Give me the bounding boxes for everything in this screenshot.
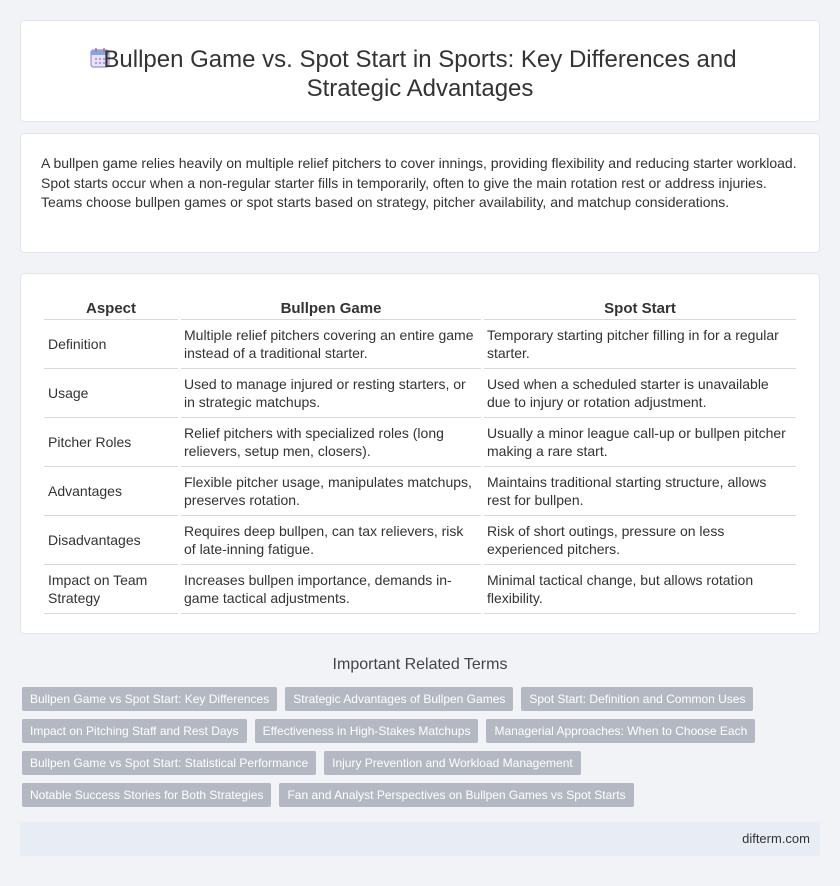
bullpen-cell: Multiple relief pitchers covering an entire game instead of a traditional starter. <box>181 320 481 369</box>
page-title: Bullpen Game vs. Spot Start in Sports: Key Differences and Strategic Advantages <box>103 46 737 102</box>
spot-cell: Risk of short outings, pressure on less experienced pitchers. <box>484 516 796 565</box>
related-term-link[interactable]: Fan and Analyst Perspectives on Bullpen Games vs Spot Starts <box>279 783 633 807</box>
table-row <box>44 418 796 467</box>
aspect-cell: Disadvantages <box>44 516 178 565</box>
comparison-table-card <box>20 273 820 634</box>
related-term-link[interactable]: Spot Start: Definition and Common Uses <box>521 687 753 711</box>
tag-row <box>22 687 782 711</box>
table-row <box>44 369 796 418</box>
spot-cell: Used when a scheduled starter is unavailable due to injury or rotation adjustment. <box>484 369 796 418</box>
table-row <box>44 565 796 614</box>
related-term-link[interactable]: Impact on Pitching Staff and Rest Days <box>22 719 247 743</box>
spot-cell: Maintains traditional starting structure, allows rest for bullpen. <box>484 467 796 516</box>
spot-cell: Minimal tactical change, but allows rotation flexibility. <box>484 565 796 614</box>
table-row <box>44 467 796 516</box>
related-term-link[interactable]: Effectiveness in High-Stakes Matchups <box>255 719 479 743</box>
related-term-link[interactable]: Managerial Approaches: When to Choose Each <box>486 719 755 743</box>
bullpen-cell: Flexible pitcher usage, manipulates matchups, preserves rotation. <box>181 467 481 516</box>
spot-cell: Usually a minor league call-up or bullpen pitcher making a rare start. <box>484 418 796 467</box>
intro-text: A bullpen game relies heavily on multiple relief pitchers to cover innings, providing flexibility and reducing starter workload. Spot starts occur when a non-regular starter fills in temporarily, often to give the main rotation rest or address injuries. Teams choose bullpen games or spot starts based on strategy, pitcher availability, and matchup considerations. <box>41 155 797 210</box>
tag-row <box>22 751 782 775</box>
spot-cell: Temporary starting pitcher filling in for a regular starter. <box>484 320 796 369</box>
related-term-link[interactable]: Strategic Advantages of Bullpen Games <box>285 687 513 711</box>
comparison-table <box>41 296 799 614</box>
footer <box>20 822 820 856</box>
related-term-link[interactable]: Injury Prevention and Workload Management <box>324 751 581 775</box>
aspect-cell: Usage <box>44 369 178 418</box>
related-terms-title: Important Related Terms <box>332 656 508 673</box>
related-term-link[interactable]: Bullpen Game vs Spot Start: Key Differences <box>22 687 277 711</box>
title-card <box>20 20 820 122</box>
tag-row <box>22 783 782 807</box>
bullpen-cell: Relief pitchers with specialized roles (long relievers, setup men, closers). <box>181 418 481 467</box>
header-aspect: Aspect <box>44 296 178 320</box>
aspect-cell: Pitcher Roles <box>44 418 178 467</box>
intro-card <box>20 133 820 253</box>
bullpen-cell: Used to manage injured or resting starters, or in strategic matchups. <box>181 369 481 418</box>
table-row <box>44 320 796 369</box>
footer-site: difterm.com <box>742 831 810 846</box>
aspect-cell: Advantages <box>44 467 178 516</box>
bullpen-cell: Increases bullpen importance, demands in-game tactical adjustments. <box>181 565 481 614</box>
tag-row <box>22 719 782 743</box>
related-terms-list <box>22 687 782 815</box>
aspect-cell: Definition <box>44 320 178 369</box>
table-header-row <box>44 296 796 320</box>
aspect-cell: Impact on Team Strategy <box>44 565 178 614</box>
bullpen-cell: Requires deep bullpen, can tax relievers, risk of late-inning fatigue. <box>181 516 481 565</box>
related-term-link[interactable]: Notable Success Stories for Both Strategies <box>22 783 271 807</box>
header-spot-start: Spot Start <box>484 296 796 320</box>
header-bullpen-game: Bullpen Game <box>181 296 481 320</box>
table-row <box>44 516 796 565</box>
related-term-link[interactable]: Bullpen Game vs Spot Start: Statistical Performance <box>22 751 316 775</box>
